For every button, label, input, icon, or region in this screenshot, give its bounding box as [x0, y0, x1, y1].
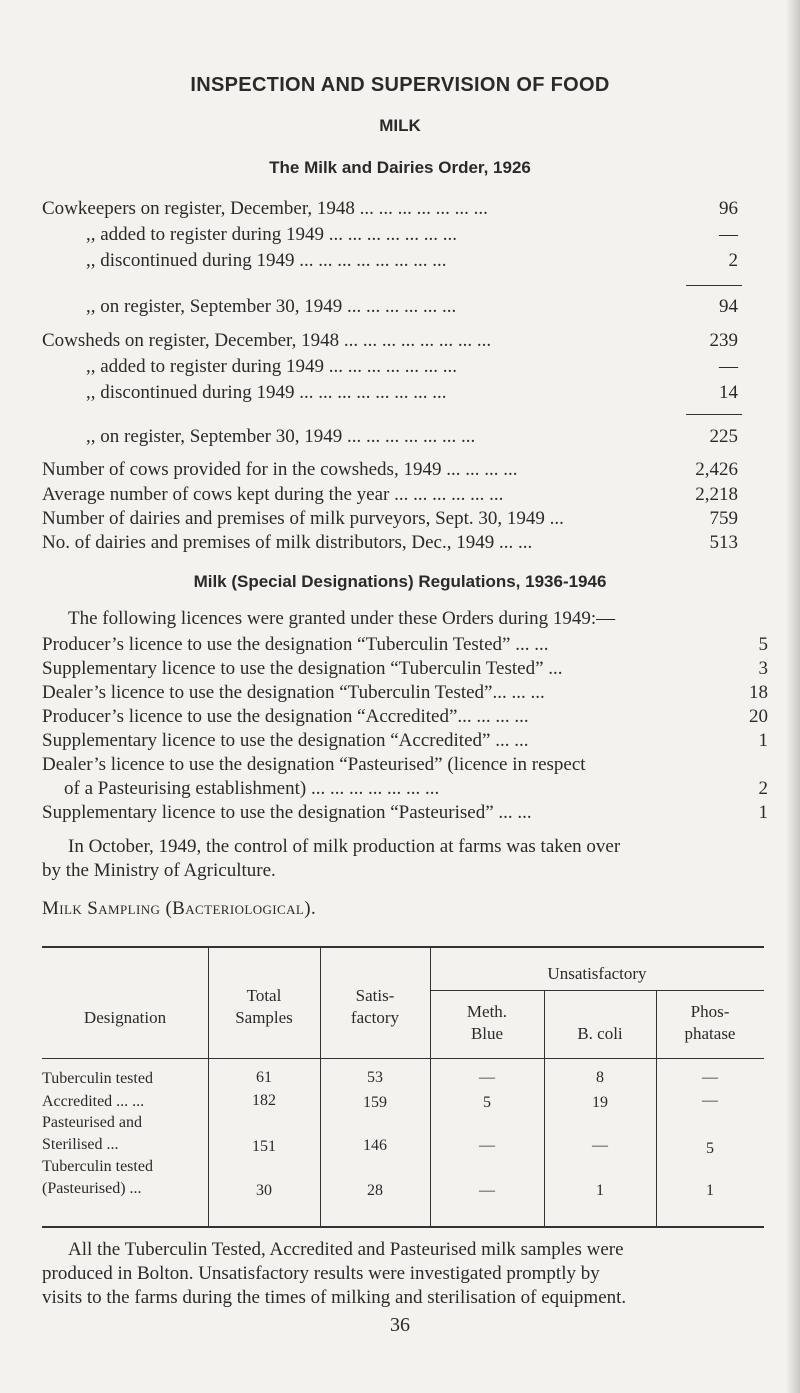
row-phosphatase: —	[702, 1069, 718, 1086]
licence-value: 3	[758, 658, 768, 679]
register-row	[0, 328, 800, 354]
footer-line1: All the Tuberculin Tested, Accredited and Pasteurised milk samples were	[68, 1239, 624, 1260]
footer-line2: produced in Bolton. Unsatisfactory results were investigated promptly by	[42, 1263, 600, 1284]
licence-value: 1	[758, 802, 768, 823]
row-meth-blue: —	[479, 1137, 495, 1154]
licence-row	[0, 704, 800, 730]
row-total: 61	[256, 1069, 272, 1086]
licence-row	[0, 656, 800, 682]
row-total: 30	[256, 1182, 272, 1199]
row-phosphatase: 5	[706, 1140, 714, 1157]
register-label: ,, discontinued during 1949 ... ... ... ... ... ... ... ...	[86, 382, 447, 403]
transfer-note-line1: In October, 1949, the control of milk production at farms was taken over	[68, 836, 621, 857]
sampling-heading: Milk Sampling (Bacteriological).	[42, 898, 317, 919]
licence-label: Dealer’s licence to use the designation “Tuberculin Tested”... ... ...	[42, 682, 545, 703]
licence-row	[0, 680, 800, 706]
subtotal-rule	[686, 285, 742, 286]
register-value: —	[719, 224, 738, 245]
register-row	[0, 248, 800, 274]
row-meth-blue: —	[479, 1069, 495, 1086]
order-heading: The Milk and Dairies Order, 1926	[269, 158, 531, 177]
licence-value: 2	[758, 778, 768, 799]
header-satisfactory-line1: Satis-	[355, 986, 395, 1005]
row-phosphatase: 1	[706, 1182, 714, 1199]
register-value: 14	[719, 382, 738, 403]
page-edge-shadow	[786, 0, 800, 1393]
licence-value: 1	[758, 730, 768, 751]
table-top-rule	[42, 946, 764, 948]
register-row	[0, 354, 800, 380]
row-b-coli: —	[592, 1137, 608, 1154]
licence-row	[0, 800, 800, 826]
licence-row	[0, 752, 800, 778]
header-meth-blue-line2: Blue	[470, 1024, 504, 1043]
row-b-coli: 8	[596, 1069, 604, 1086]
subtotal-rule	[686, 414, 742, 415]
page-title: INSPECTION AND SUPERVISION OF FOOD	[190, 74, 610, 96]
header-designation: Designation	[83, 1008, 167, 1027]
row-designation: Tuberculin tested	[42, 1158, 153, 1175]
register-row	[0, 196, 800, 222]
register-value: 513	[709, 532, 738, 553]
page-number: 36	[390, 1314, 410, 1336]
licence-row	[0, 728, 800, 754]
row-b-coli: 19	[592, 1094, 608, 1111]
row-phosphatase: —	[702, 1092, 718, 1109]
row-satisfactory: 146	[363, 1137, 387, 1154]
licence-intro	[0, 606, 800, 632]
register-value: 759	[709, 508, 738, 529]
register-value: —	[719, 356, 738, 377]
register-label: ,, added to register during 1949 ... ... ... ... ... ... ...	[86, 356, 457, 377]
register-row	[0, 424, 800, 450]
header-total-line1: Total	[246, 986, 282, 1005]
header-b-coli: B. coli	[577, 1024, 623, 1043]
register-value: 2,218	[695, 484, 738, 505]
register-label: ,, on register, September 30, 1949 ... ... ... ... ... ... ...	[86, 426, 476, 447]
licence-label: Producer’s licence to use the designation “Tuberculin Tested” ... ...	[42, 634, 549, 655]
licence-row	[0, 776, 800, 802]
licence-intro-text: The following licences were granted under these Orders during 1949:—	[68, 608, 616, 629]
register-value: 2,426	[695, 459, 738, 480]
register-row	[0, 457, 800, 483]
register-label: No. of dairies and premises of milk distributors, Dec., 1949 ... ...	[42, 532, 533, 553]
register-label: ,, discontinued during 1949 ... ... ... ... ... ... ... ...	[86, 250, 447, 271]
register-label: Cowsheds on register, December, 1948 ... ... ... ... ... ... ... ...	[42, 330, 492, 351]
licence-value: 18	[749, 682, 768, 703]
row-satisfactory: 53	[367, 1069, 383, 1086]
licence-label: Dealer’s licence to use the designation “Pasteurised” (licence in respect	[42, 754, 586, 775]
register-value: 239	[709, 330, 738, 351]
row-total: 151	[252, 1138, 276, 1155]
licence-value: 5	[758, 634, 768, 655]
row-satisfactory: 28	[367, 1182, 383, 1199]
row-designation: Accredited ... ...	[42, 1093, 145, 1110]
register-label: ,, on register, September 30, 1949 ... ... ... ... ... ...	[86, 296, 457, 317]
register-label: Cowkeepers on register, December, 1948 ... ... ... ... ... ... ...	[42, 198, 488, 219]
row-meth-blue: 5	[483, 1094, 491, 1111]
unsatisfactory-subrule	[430, 990, 764, 991]
register-label: ,, added to register during 1949 ... ... ... ... ... ... ...	[86, 224, 457, 245]
row-b-coli: 1	[596, 1182, 604, 1199]
section-heading-milk: MILK	[379, 116, 421, 135]
header-meth-blue-line1: Meth.	[466, 1002, 508, 1021]
register-row	[0, 482, 800, 508]
licence-label: of a Pasteurising establishment) ... ... ... ... ... ... ...	[64, 778, 440, 799]
footer-line3: visits to the farms during the times of milking and sterilisation of equipment.	[42, 1287, 627, 1308]
register-value: 94	[719, 296, 738, 317]
register-value: 2	[728, 250, 738, 271]
row-total: 182	[252, 1092, 276, 1109]
row-designation: Pasteurised and	[42, 1114, 142, 1131]
licence-row	[0, 632, 800, 658]
licence-label: Supplementary licence to use the designation “Accredited” ... ...	[42, 730, 529, 751]
licence-label: Supplementary licence to use the designation “Pasteurised” ... ...	[42, 802, 532, 823]
register-label: Average number of cows kept during the year ... ... ... ... ... ...	[42, 484, 504, 505]
register-row	[0, 530, 800, 556]
licence-value: 20	[749, 706, 768, 727]
row-designation: Tuberculin tested	[42, 1070, 153, 1087]
register-label: Number of dairies and premises of milk purveyors, Sept. 30, 1949 ...	[42, 508, 564, 529]
register-label: Number of cows provided for in the cowsheds, 1949 ... ... ... ...	[42, 459, 518, 480]
header-total-line2: Samples	[235, 1008, 293, 1027]
licence-label: Producer’s licence to use the designation “Accredited”... ... ... ...	[42, 706, 529, 727]
register-value: 96	[719, 198, 738, 219]
header-unsatisfactory: Unsatisfactory	[547, 964, 647, 983]
row-designation: (Pasteurised) ...	[42, 1180, 142, 1197]
register-row	[0, 222, 800, 248]
register-value: 225	[709, 426, 738, 447]
register-row	[0, 506, 800, 532]
header-phosphatase-line2: phatase	[684, 1024, 736, 1043]
transfer-note-line2: by the Ministry of Agriculture.	[42, 860, 276, 881]
row-satisfactory: 159	[363, 1094, 387, 1111]
register-row	[0, 294, 800, 320]
header-satisfactory-line2: factory	[350, 1008, 400, 1027]
register-row	[0, 380, 800, 406]
row-meth-blue: —	[479, 1182, 495, 1199]
licence-label: Supplementary licence to use the designation “Tuberculin Tested” ...	[42, 658, 563, 679]
table-bottom-rule	[42, 1226, 764, 1228]
special-designations-heading: Milk (Special Designations) Regulations, 1936-1946	[193, 572, 607, 591]
header-phosphatase-line1: Phos-	[690, 1002, 730, 1021]
row-designation: Sterilised ...	[42, 1136, 119, 1153]
